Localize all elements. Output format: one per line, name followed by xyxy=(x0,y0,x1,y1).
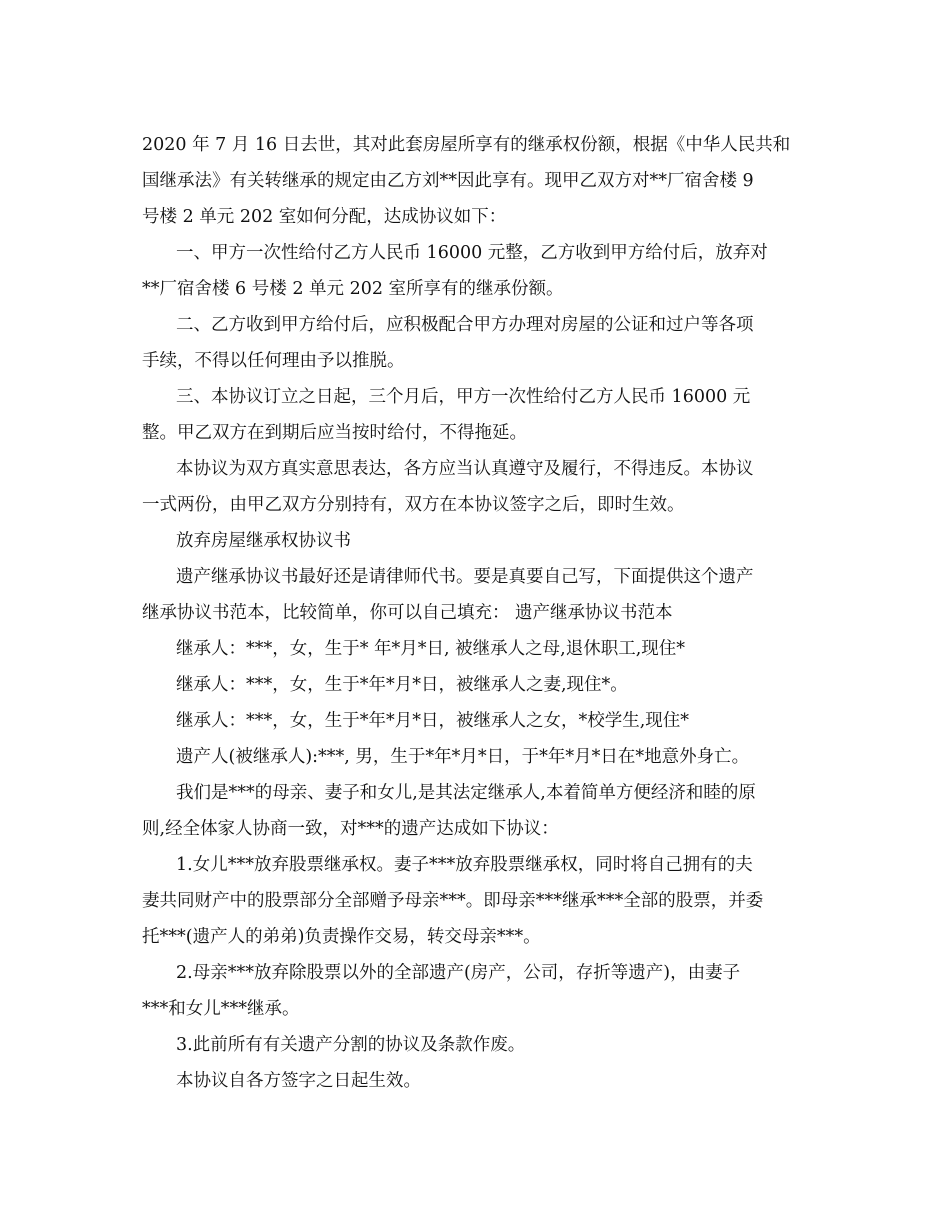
text-line: 三、本协议订立之日起，三个月后，甲方一次性给付乙方人民币 16000 元 xyxy=(176,387,751,407)
text-line: 继承人：***，女，生于*年*月*日，被继承人之妻,现住*。 xyxy=(176,675,628,695)
text-line: 继承人：***，女，生于* 年*月*日, 被继承人之母,退休职工,现住* xyxy=(176,639,686,659)
text-line: 一、甲方一次性给付乙方人民币 16000 元整，乙方收到甲方给付后，放弃对 xyxy=(176,243,768,263)
text-line: 继承人：***，女，生于*年*月*日，被继承人之女，*校学生,现住* xyxy=(176,711,690,731)
text-line: 托***(遗产人的弟弟)负责操作交易，转交母亲***。 xyxy=(142,927,541,947)
text-line: 妻共同财产中的股票部分全部赠予母亲***。即母亲***继承***全部的股票，并委 xyxy=(142,891,764,911)
text-line: **厂宿舍楼 6 号楼 2 单元 202 室所享有的继承份额。 xyxy=(142,279,564,299)
text-line: 号楼 2 单元 202 室如何分配，达成协议如下： xyxy=(142,207,507,227)
text-line: 遗产继承协议书最好还是请律师代书。要是真要自己写，下面提供这个遗产 xyxy=(176,567,754,587)
text-line: 遗产人(被继承人):***, 男，生于*年*月*日，于*年*月*日在*地意外身亡。 xyxy=(176,747,750,767)
text-line: 本协议自各方签字之日起生效。 xyxy=(176,1071,421,1091)
text-line: 1.女儿***放弃股票继承权。妻子***放弃股票继承权，同时将自己拥有的夫 xyxy=(176,855,753,875)
text-line: 我们是***的母亲、妻子和女儿,是其法定继承人,本着简单方便经济和睦的原 xyxy=(176,783,756,803)
document-body xyxy=(142,127,808,1099)
text-line: 3.此前所有有关遗产分割的协议及条款作废。 xyxy=(176,1035,526,1055)
text-line: 二、乙方收到甲方给付后，应积极配合甲方办理对房屋的公证和过户等各项 xyxy=(176,315,754,335)
text-line: 一式两份，由甲乙双方分别持有，双方在本协议签字之后，即时生效。 xyxy=(142,495,685,515)
text-line: ***和女儿***继承。 xyxy=(142,999,300,1019)
text-line: 放弃房屋继承权协议书 xyxy=(176,531,351,551)
text-line: 则,经全体家人协商一致，对***的遗产达成如下协议： xyxy=(142,819,559,839)
text-line: 2.母亲***放弃除股票以外的全部遗产(房产，公司，存折等遗产)，由妻子 xyxy=(176,963,741,983)
text-line: 2020 年 7 月 16 日去世，其对此套房屋所享有的继承权份额，根据《中华人民共和 xyxy=(142,135,791,155)
text-line: 整。甲乙双方在到期后应当按时给付，不得拖延。 xyxy=(142,423,527,443)
text-line: 本协议为双方真实意思表达，各方应当认真遵守及履行，不得违反。本协议 xyxy=(176,459,754,479)
text-line: 继承协议书范本，比较简单，你可以自己填充： 遗产继承协议书范本 xyxy=(142,603,673,623)
text-line: 国继承法》有关转继承的规定由乙方刘**因此享有。现甲乙双方对**厂宿舍楼 9 xyxy=(142,171,754,191)
text-line: 手续，不得以任何理由予以推脱。 xyxy=(142,351,405,371)
